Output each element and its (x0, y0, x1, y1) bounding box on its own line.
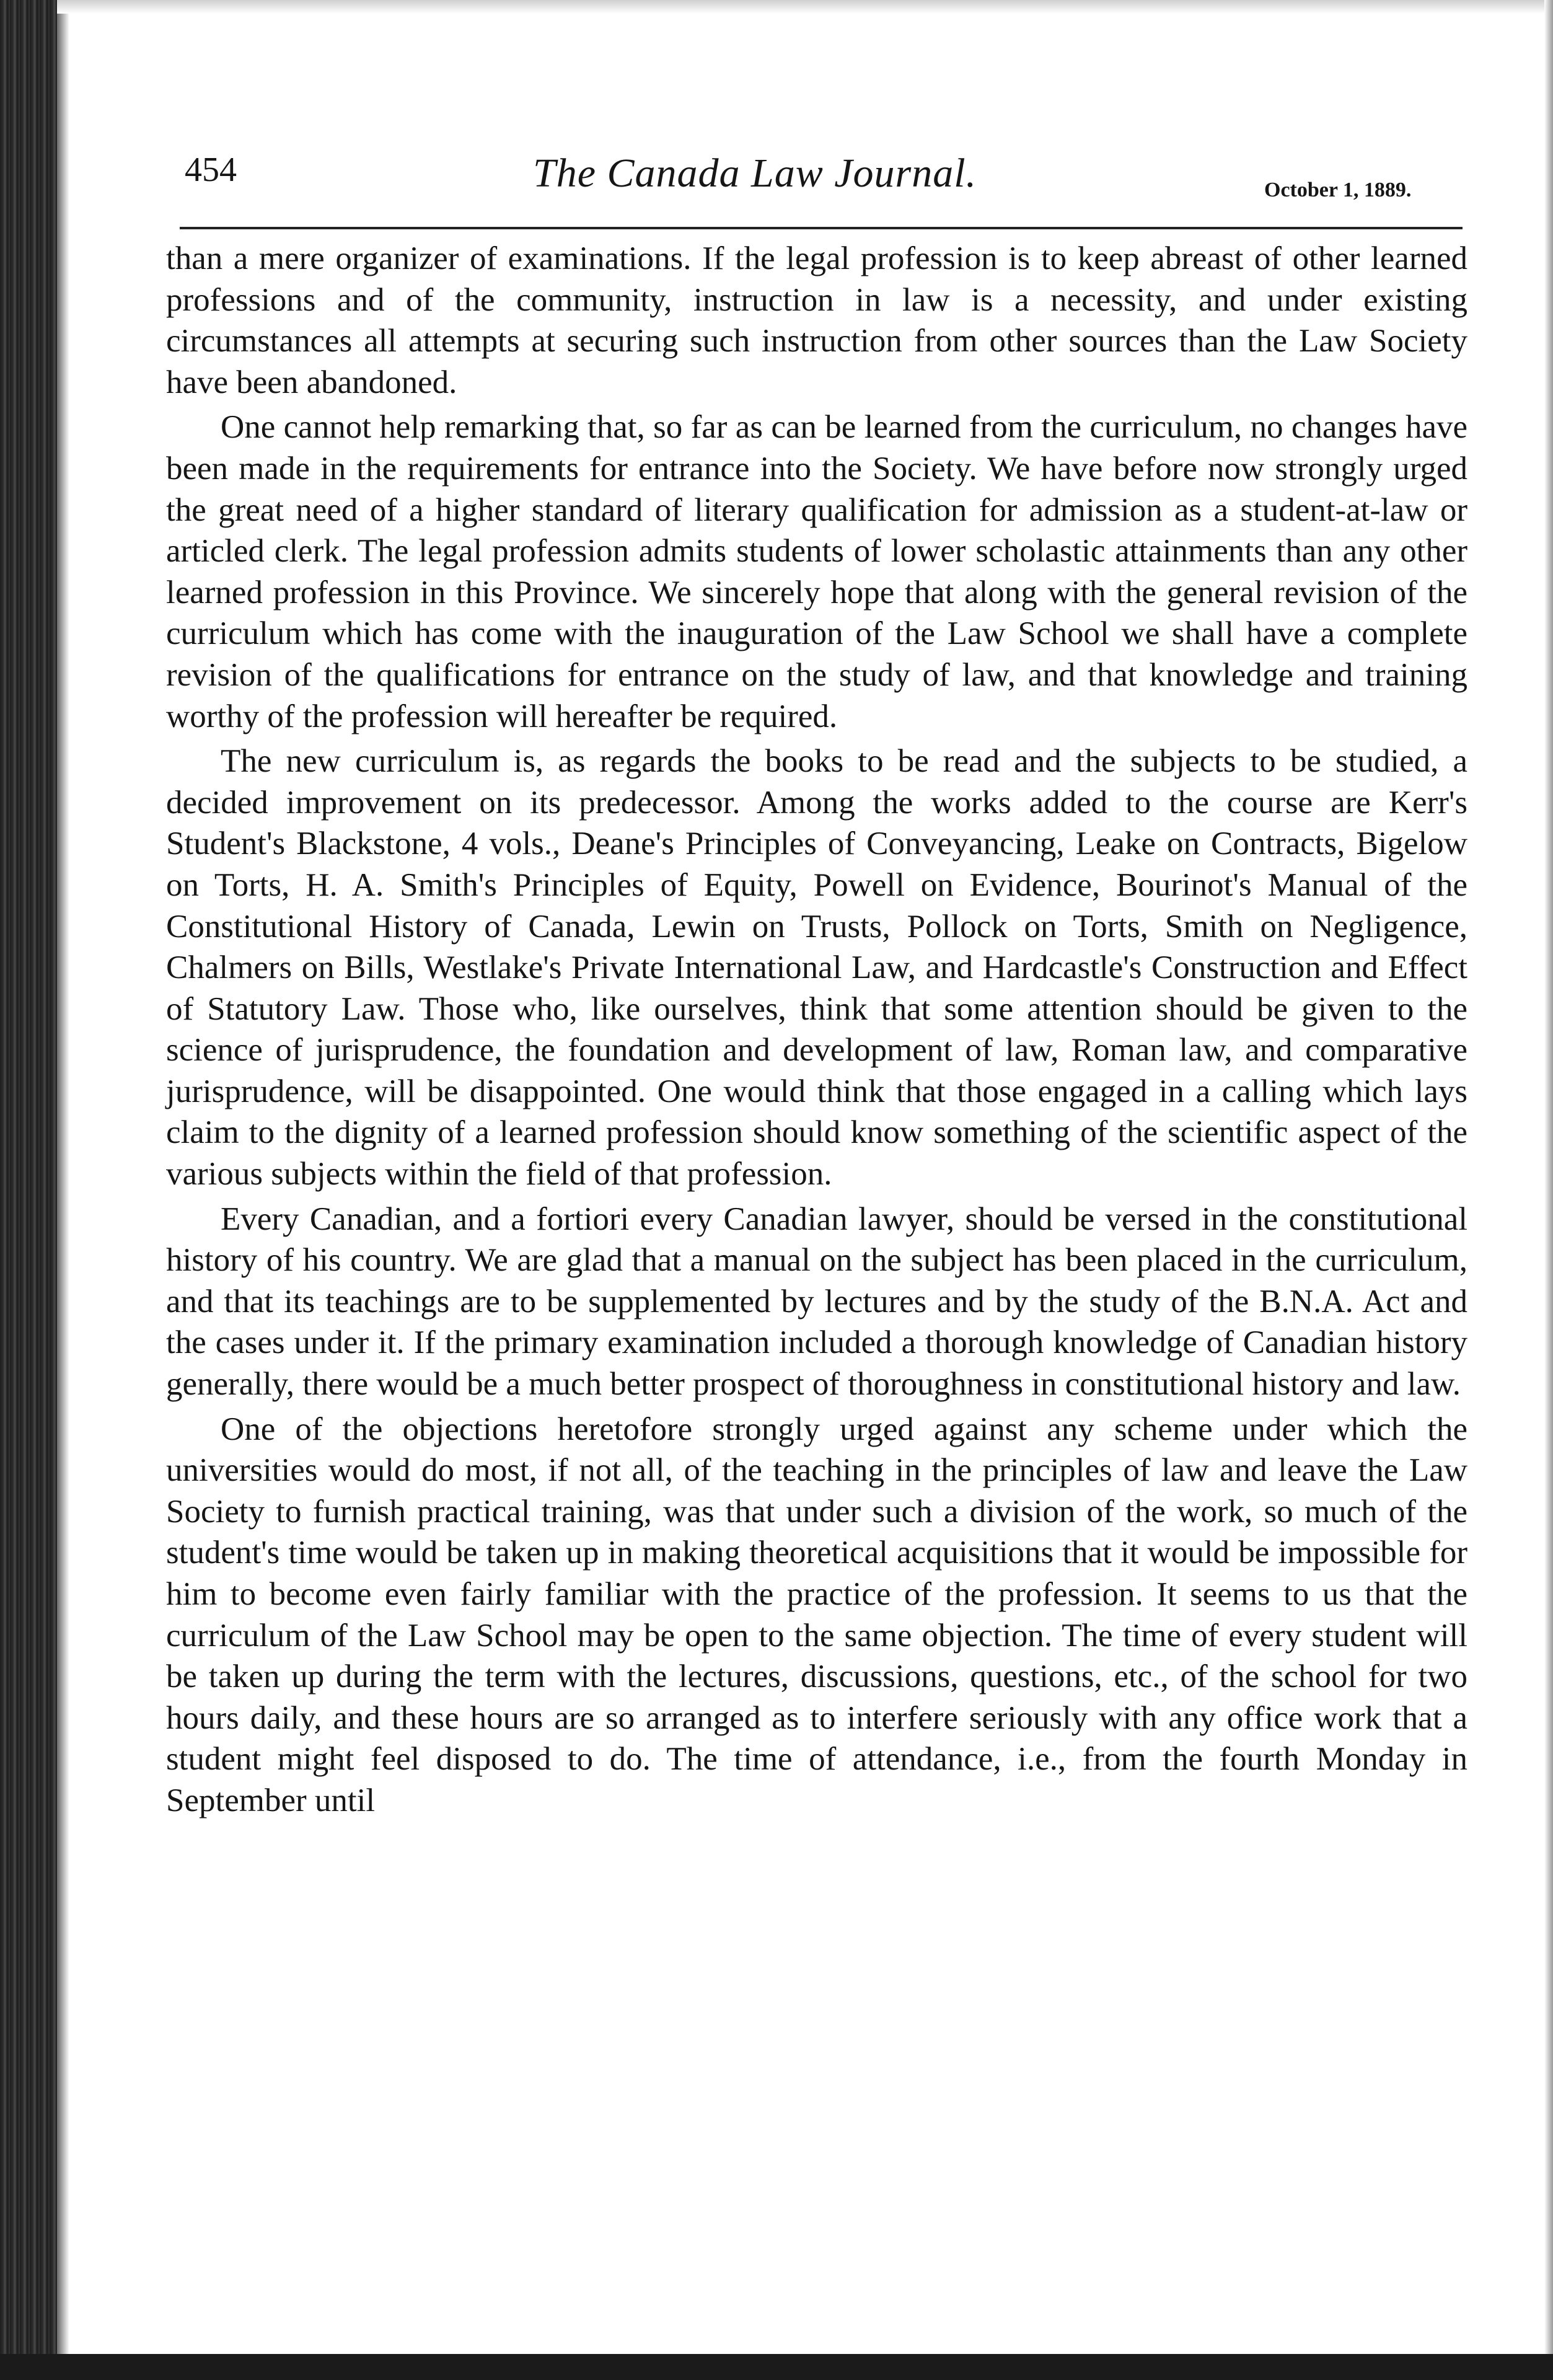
paragraph: Every Canadian, and a fortiori every Canadian lawyer, should be versed in the constitutional history of his country. We are glad that a manual on the subject has been placed in the curriculum, and that its teachings are to be supplemented by lectures and by the study of the B.N.A. Act and the cases under it. If the primary examination included a thorough knowledge of Canadian history generally, there would be a much better prospect of thoroughness in constitutional history and law. (166, 1201, 1467, 1403)
page-number: 454 (185, 151, 237, 189)
scan-right-edge (1544, 0, 1553, 2380)
journal-title: The Canada Law Journal. (533, 151, 977, 196)
scan-binding-shadow (57, 0, 69, 2380)
scan-bottom-edge (0, 2354, 1553, 2380)
article-body (166, 238, 1467, 1822)
paragraph: One cannot help remarking that, so far as can be learned from the curriculum, no changes have been made in the requirements for entrance into the Society. We have before now strongly urged the great need of a higher standard of literary qualification for admission as a student-at-law or articled clerk. The legal profession admits students of lower scholastic attainments than any other learned profession in this Province. We sincerely hope that along with the general revision of the curriculum which has come with the inauguration of the Law School we shall have a complete revision of the qualifications for entrance on the study of law, and that knowledge and training worthy of the profession will hereafter be required. (166, 409, 1467, 734)
paragraph: One of the objections heretofore strongly urged against any scheme under which the universities would do most, if not all, of the teaching in the principles of law and leave the Law Society to furnish practical training, was that under such a division of the work, so much of the student's time would be taken up in making theoretical acquisitions that it would be impossible for him to become even fairly familiar with the practice of the profession. It seems to us that the curriculum of the Law School may be open to the same objection. The time of every student will be taken up during the term with the lectures, discussions, questions, etc., of the school for two hours daily, and these hours are so arranged as to interfere seriously with any office work that a student might feel disposed to do. The time of attendance, i.e., from the fourth Monday in September until (166, 1411, 1467, 1818)
running-header (180, 144, 1481, 206)
paragraph: than a mere organizer of examinations. If the legal profession is to keep abreast of other learned professions and of the community, instruction in law is a necessity, and under existing circumstances all attempts at securing such instruction from other sources than the Law Society have been abandoned. (166, 240, 1467, 400)
header-rule (180, 227, 1463, 229)
scan-binding-edge (0, 0, 57, 2380)
issue-date: October 1, 1889. (1264, 178, 1412, 201)
paragraph: The new curriculum is, as regards the books to be read and the subjects to be studied, a decided improvement on its predecessor. Among the works added to the course are Kerr's Student's Blackstone, 4 vols., Deane's Principles of Conveyancing, Leake on Contracts, Bigelow on Torts, H. A. Smith's Principles of Equity, Powell on Evidence, Bourinot's Manual of the Constitutional History of Canada, Lewin on Trusts, Pollock on Torts, Smith on Negligence, Chalmers on Bills, Westlake's Private International Law, and Hardcastle's Construction and Effect of Statutory Law. Those who, like ourselves, think that some attention should be given to the science of jurisprudence, the foundation and development of law, Roman law, and comparative jurisprudence, will be disappointed. One would think that those engaged in a calling which lays claim to the dignity of a learned profession should know something of the scientific aspect of the various subjects within the field of that profession. (166, 743, 1467, 1192)
scan-top-edge (57, 0, 1553, 14)
